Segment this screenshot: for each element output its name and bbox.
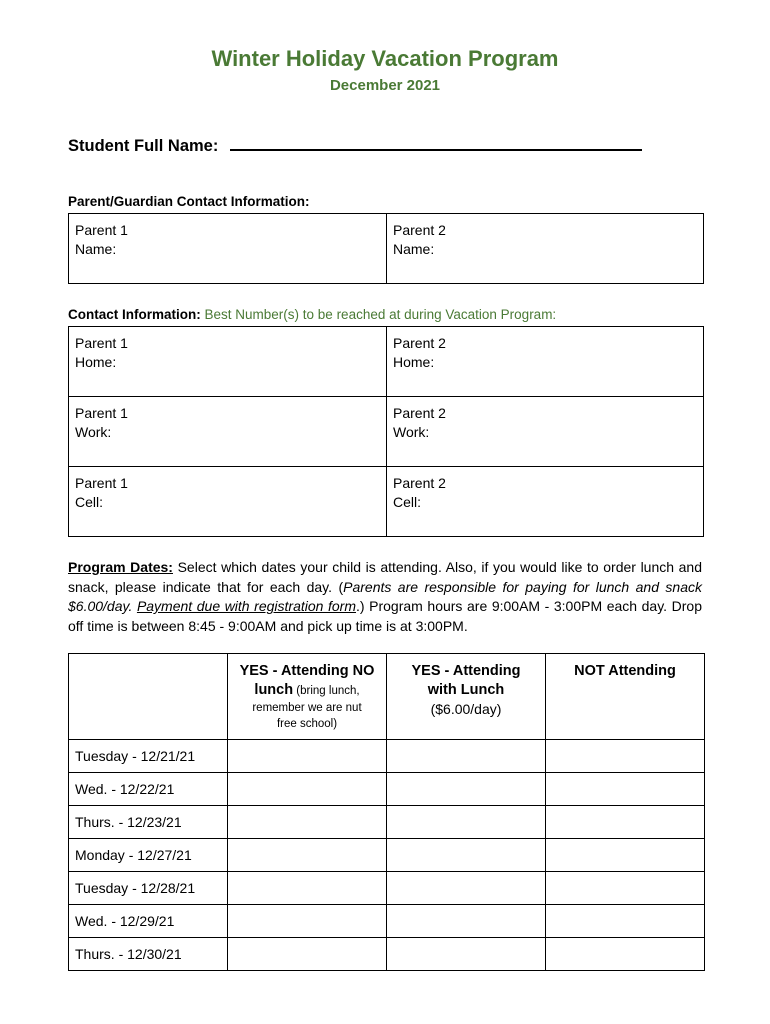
guardian-section-label: Parent/Guardian Contact Information:: [68, 194, 310, 209]
header-not-attending: [546, 654, 705, 740]
student-name-label: Student Full Name:: [68, 137, 219, 155]
date-cell: Wed. - 12/29/21: [69, 905, 228, 938]
no-lunch-checkbox-cell[interactable]: [228, 773, 387, 806]
contact-note: Best Number(s) to be reached at during Vacation Program:: [204, 307, 557, 322]
parent1-name-cell[interactable]: [69, 214, 387, 284]
not-attending-checkbox-cell[interactable]: [546, 938, 705, 971]
date-cell: Thurs. - 12/30/21: [69, 938, 228, 971]
no-lunch-checkbox-cell[interactable]: [228, 806, 387, 839]
not-attending-checkbox-cell[interactable]: [546, 839, 705, 872]
student-name-field[interactable]: [230, 135, 642, 151]
parent2-home-label-2: Home:: [393, 354, 435, 370]
col2-head-line2: with Lunch: [427, 682, 505, 698]
form-subtitle: December 2021: [329, 77, 441, 94]
program-dates-lead: Program Dates:: [68, 559, 173, 575]
attendance-table: [68, 653, 705, 971]
parent2-work-label-2: Work:: [393, 424, 430, 440]
parent1-home-label-1: Parent 1: [75, 335, 128, 351]
no-lunch-checkbox-cell[interactable]: [228, 872, 387, 905]
parent1-work-label-1: Parent 1: [75, 405, 128, 421]
not-attending-checkbox-cell[interactable]: [546, 806, 705, 839]
date-cell: Thurs. - 12/23/21: [69, 806, 228, 839]
no-lunch-checkbox-cell[interactable]: [228, 740, 387, 773]
col1-head-lunch: lunch: [254, 682, 294, 698]
col3-head-line1: NOT Attending: [574, 663, 676, 679]
date-cell: Wed. - 12/22/21: [69, 773, 228, 806]
col1-head-line3: remember we are nut: [252, 702, 362, 714]
no-lunch-checkbox-cell[interactable]: [228, 905, 387, 938]
date-cell: Tuesday - 12/28/21: [69, 872, 228, 905]
program-dates-paragraph: [68, 558, 702, 636]
header-attending-with-lunch: [387, 654, 546, 740]
parent1-name-label-1: Parent 1: [75, 222, 128, 238]
with-lunch-checkbox-cell[interactable]: [387, 806, 546, 839]
col2-head-price: ($6.00/day): [430, 701, 502, 717]
header-blank-cell: [69, 654, 228, 740]
guardian-table: [68, 213, 704, 284]
program-italic-1: Parents are responsible for paying for lunch and snack $6.00/day.: [68, 578, 702, 614]
program-text-1: Select which dates your child is attending. Also, if you would like to order lunch and snack, please indicate that for each day. (: [68, 559, 702, 595]
parent2-name-cell[interactable]: [387, 214, 704, 284]
parent2-work-cell[interactable]: [387, 397, 704, 467]
parent2-name-label-2: Name:: [393, 241, 435, 257]
header-attending-no-lunch: [228, 654, 387, 740]
parent2-cell-cell[interactable]: [387, 467, 704, 537]
with-lunch-checkbox-cell[interactable]: [387, 740, 546, 773]
parent2-cell-label-2: Cell:: [393, 494, 422, 510]
not-attending-checkbox-cell[interactable]: [546, 740, 705, 773]
not-attending-checkbox-cell[interactable]: [546, 872, 705, 905]
no-lunch-checkbox-cell[interactable]: [228, 938, 387, 971]
parent1-home-label-2: Home:: [75, 354, 117, 370]
col1-head-line4: free school): [276, 718, 338, 730]
with-lunch-checkbox-cell[interactable]: [387, 905, 546, 938]
with-lunch-checkbox-cell[interactable]: [387, 938, 546, 971]
contact-section-label: [68, 307, 556, 322]
col1-head-line2: [234, 681, 380, 700]
parent1-work-label-2: Work:: [75, 424, 112, 440]
no-lunch-checkbox-cell[interactable]: [228, 839, 387, 872]
contact-table: [68, 326, 704, 537]
col1-head-bring-lunch: (bring lunch,: [293, 685, 360, 697]
not-attending-checkbox-cell[interactable]: [546, 905, 705, 938]
parent1-home-cell[interactable]: [69, 327, 387, 397]
col1-head-line1: YES - Attending NO: [239, 663, 375, 679]
parent1-cell-cell[interactable]: [69, 467, 387, 537]
program-italic-underline: Payment due with registration form: [136, 598, 357, 614]
not-attending-checkbox-cell[interactable]: [546, 773, 705, 806]
parent2-name-label-1: Parent 2: [393, 222, 446, 238]
parent2-work-label-1: Parent 2: [393, 405, 446, 421]
parent2-home-label-1: Parent 2: [393, 335, 446, 351]
parent1-cell-label-2: Cell:: [75, 494, 104, 510]
parent1-work-cell[interactable]: [69, 397, 387, 467]
contact-label: Contact Information:: [68, 307, 201, 322]
program-text-2: .) Program hours are 9:00AM - 3:00PM each day. Drop off time is between 8:45 - 9:00AM and pick up time is at 3:00PM.: [68, 598, 702, 634]
col2-head-line1: YES - Attending: [411, 663, 521, 679]
parent2-cell-label-1: Parent 2: [393, 475, 446, 491]
form-title: Winter Holiday Vacation Program: [211, 46, 559, 71]
with-lunch-checkbox-cell[interactable]: [387, 872, 546, 905]
date-cell: Monday - 12/27/21: [69, 839, 228, 872]
parent2-home-cell[interactable]: [387, 327, 704, 397]
parent1-name-label-2: Name:: [75, 241, 117, 257]
with-lunch-checkbox-cell[interactable]: [387, 839, 546, 872]
student-name-row: [68, 135, 642, 156]
date-cell: Tuesday - 12/21/21: [69, 740, 228, 773]
with-lunch-checkbox-cell[interactable]: [387, 773, 546, 806]
parent1-cell-label-1: Parent 1: [75, 475, 128, 491]
